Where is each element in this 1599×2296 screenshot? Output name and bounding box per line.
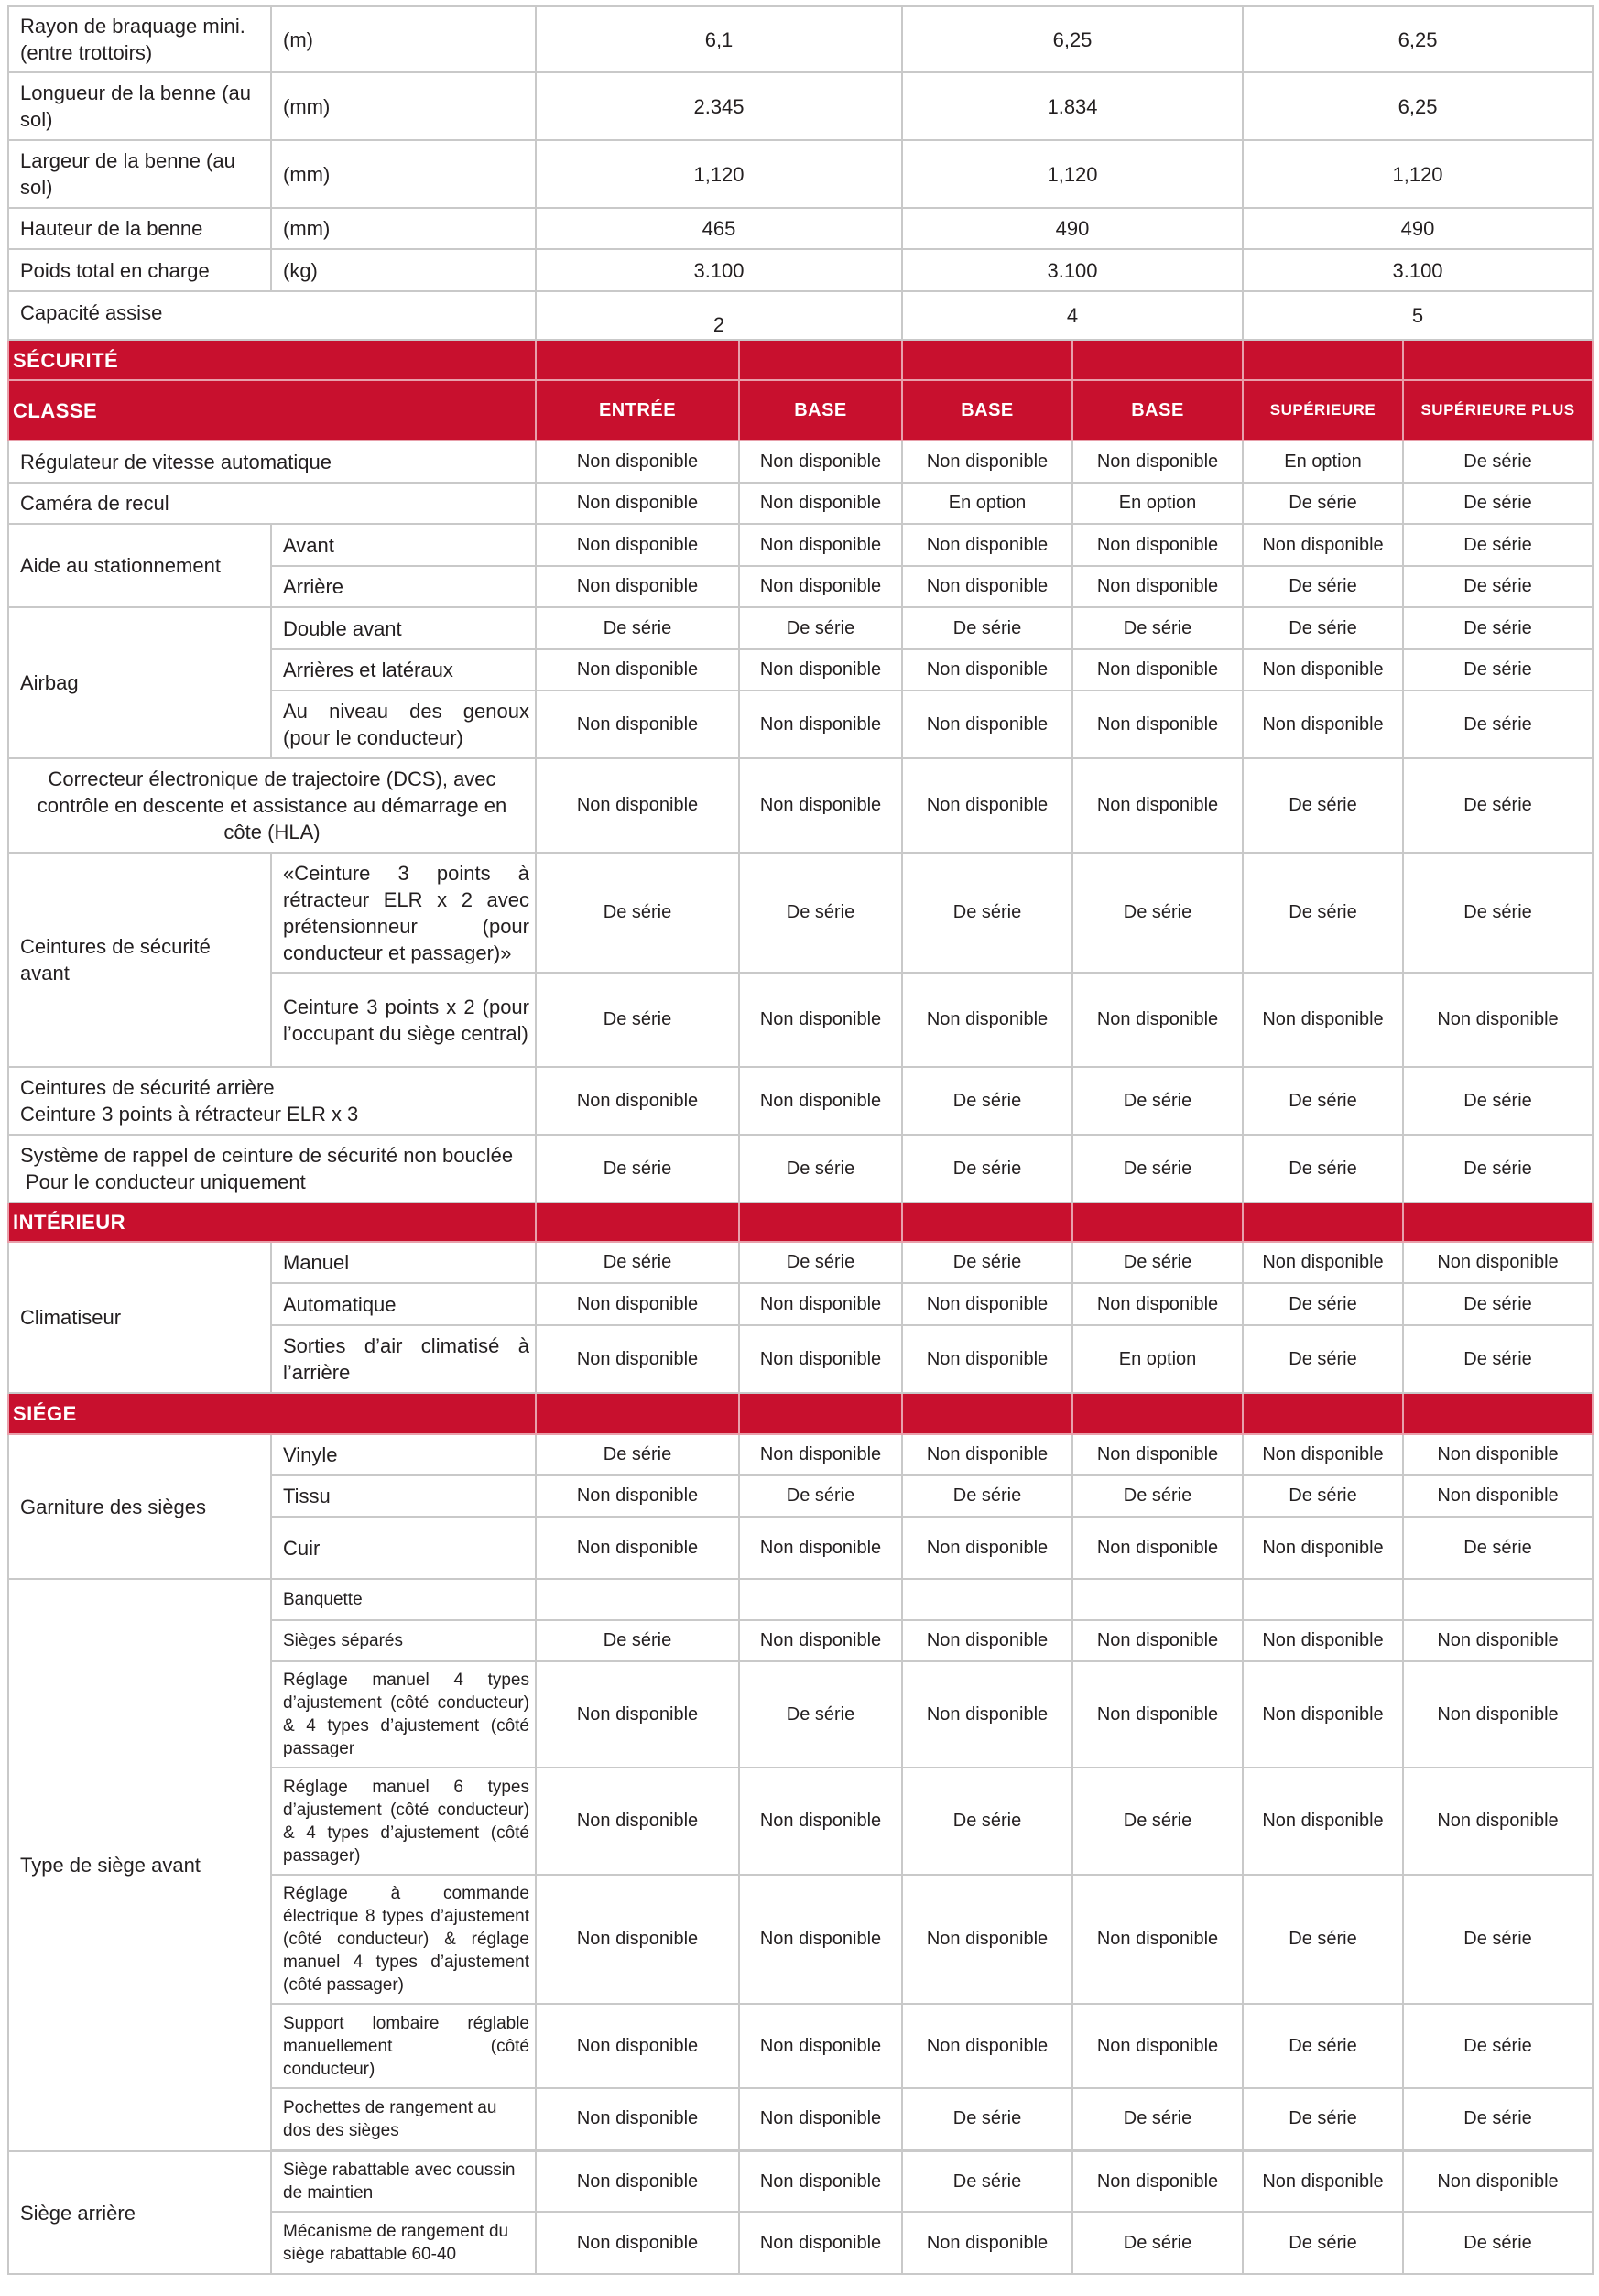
value-cell: De série	[1243, 1067, 1403, 1135]
value-cell: Non disponible	[536, 1875, 739, 2004]
value-cell: De série	[739, 1135, 902, 1202]
value-cell: En option	[902, 483, 1072, 524]
value-cell: Non disponible	[902, 1620, 1072, 1661]
value-cell: Non disponible	[1243, 973, 1403, 1067]
value-cell	[536, 291, 902, 340]
value-cell: Non disponible	[1072, 1620, 1243, 1661]
dim-row	[8, 140, 1593, 208]
value-cell: Non disponible	[739, 1620, 902, 1661]
value-cell: 490	[1243, 208, 1593, 249]
spec-sheet	[7, 5, 1597, 2288]
band-cell	[739, 1202, 902, 1242]
value-cell: Non disponible	[536, 524, 739, 566]
value-cell: Non disponible	[902, 441, 1072, 483]
feature-row	[8, 524, 1593, 566]
value-cell: 465	[536, 208, 902, 249]
feature-label: Double avant	[271, 607, 536, 649]
value-cell: Non disponible	[902, 566, 1072, 607]
value-cell: 1,120	[902, 140, 1243, 208]
dim-row	[8, 72, 1593, 140]
feature-label	[8, 1135, 536, 1202]
group-label: Climatiseur	[8, 1242, 271, 1393]
value-cell: Non disponible	[739, 2004, 902, 2088]
empty-cell	[739, 1579, 902, 1620]
value-cell: Non disponible	[902, 524, 1072, 566]
value-cell: Non disponible	[739, 758, 902, 853]
value-cell: 2.345	[536, 72, 902, 140]
value-cell: Non disponible	[902, 649, 1072, 691]
value-cell: De série	[536, 1135, 739, 1202]
band-cell	[536, 1202, 739, 1242]
value-cell: Non disponible	[739, 1067, 902, 1135]
value-cell: Non disponible	[536, 1768, 739, 1875]
value-cell: Non disponible	[739, 1875, 902, 2004]
value-cell: De série	[1243, 1875, 1403, 2004]
value-cell: Non disponible	[1072, 973, 1243, 1067]
dim-row	[8, 291, 1593, 340]
row-label: Largeur de la benne (au sol)	[8, 140, 271, 208]
value-cell: 3.100	[902, 249, 1243, 291]
section-title: SÉCURITÉ	[8, 340, 536, 380]
value-cell: De série	[1403, 758, 1593, 853]
class-col: SUPÉRIEURE	[1243, 380, 1403, 441]
value-cell: Non disponible	[536, 2212, 739, 2274]
value-cell: 6,25	[902, 6, 1243, 72]
feature-label: «Ceinture 3 points à rétracteur ELR x 2 avec prétensionneur (pour conducteur et passager)»	[271, 853, 536, 973]
value-cell: Non disponible	[1403, 1661, 1593, 1768]
value-cell: 4	[902, 291, 1243, 340]
value-cell: De série	[1243, 483, 1403, 524]
value-cell: Non disponible	[739, 2212, 902, 2274]
band-cell	[1243, 340, 1403, 380]
value-cell: Non disponible	[739, 2088, 902, 2149]
band-cell	[739, 340, 902, 380]
band-cell	[536, 1393, 739, 1434]
value-cell: De série	[1243, 566, 1403, 607]
value-cell: De série	[1243, 1325, 1403, 1393]
value-cell: De série	[1243, 853, 1403, 973]
empty-cell	[1403, 1579, 1593, 1620]
value-cell: Non disponible	[902, 1325, 1072, 1393]
feature-label-line: Ceintures de sécurité arrière	[20, 1076, 275, 1099]
value-cell: De série	[536, 1620, 739, 1661]
feature-label: Support lombaire réglable manuellement (côté conducteur)	[271, 2004, 536, 2088]
value-cell: De série	[902, 607, 1072, 649]
value-cell: De série	[1072, 1135, 1243, 1202]
value-cell: Non disponible	[1403, 1242, 1593, 1283]
feature-label: Réglage manuel 4 types d’ajustement (côté conducteur) & 4 types d’ajustement (côté passager	[271, 1661, 536, 1768]
value-cell: Non disponible	[1072, 441, 1243, 483]
value-cell: Non disponible	[1243, 1661, 1403, 1768]
value-cell: Non disponible	[902, 973, 1072, 1067]
feature-label: Siège rabattable avec coussin de maintien	[271, 2151, 536, 2212]
feature-label	[8, 1067, 536, 1135]
value-cell: Non disponible	[1072, 649, 1243, 691]
value-cell: De série	[536, 973, 739, 1067]
value-cell: De série	[1403, 524, 1593, 566]
band-cell	[902, 1393, 1072, 1434]
value-cell: Non disponible	[902, 1875, 1072, 2004]
band-cell	[1072, 1202, 1243, 1242]
value-cell: Non disponible	[739, 1768, 902, 1875]
feature-label: Sorties d’air climatisé à l’arrière	[271, 1325, 536, 1393]
value-cell: Non disponible	[739, 566, 902, 607]
group-label: Airbag	[8, 607, 271, 758]
value-cell: De série	[1403, 1517, 1593, 1579]
value-cell: Non disponible	[1072, 1875, 1243, 2004]
value-cell: Non disponible	[902, 2212, 1072, 2274]
value-cell: Non disponible	[1243, 524, 1403, 566]
value-cell: De série	[902, 2151, 1072, 2212]
spec-table	[7, 5, 1594, 2275]
value-cell: 1,120	[536, 140, 902, 208]
section-band	[8, 1393, 1593, 1434]
feature-label: Sièges séparés	[271, 1620, 536, 1661]
value-cell: De série	[1072, 853, 1243, 973]
feature-label: Réglage à commande électrique 8 types d’ajustement (côté conducteur) & réglage manuel 4 types d’ajustement (côté passager)	[271, 1875, 536, 2004]
section-band	[8, 340, 1593, 380]
row-label: Rayon de braquage mini. (entre trottoirs)	[8, 6, 271, 72]
feature-label: Caméra de recul	[8, 483, 536, 524]
value-cell: Non disponible	[536, 483, 739, 524]
value-cell: De série	[1072, 1067, 1243, 1135]
feature-label-line: Pour le conducteur uniquement	[26, 1170, 306, 1193]
value-cell: Non disponible	[536, 758, 739, 853]
value-cell: Non disponible	[1243, 1517, 1403, 1579]
value-cell: Non disponible	[739, 1325, 902, 1393]
feature-label: Automatique	[271, 1283, 536, 1325]
value-cell: Non disponible	[536, 2088, 739, 2149]
value-cell: De série	[902, 1768, 1072, 1875]
value-cell: Non disponible	[1403, 973, 1593, 1067]
section-title: SIÉGE	[8, 1393, 536, 1434]
value-cell: Non disponible	[536, 1325, 739, 1393]
value-cell: 1.834	[902, 72, 1243, 140]
value-cell: Non disponible	[1072, 524, 1243, 566]
value-cell: De série	[536, 853, 739, 973]
feature-row	[8, 1579, 1593, 1620]
value-cell: Non disponible	[536, 649, 739, 691]
row-label: Capacité assise	[8, 291, 536, 340]
value-cell: Non disponible	[1403, 1620, 1593, 1661]
band-cell	[1243, 1393, 1403, 1434]
value-cell: Non disponible	[1243, 691, 1403, 758]
section-title: INTÉRIEUR	[8, 1202, 536, 1242]
feature-label: Manuel	[271, 1242, 536, 1283]
band-cell	[902, 340, 1072, 380]
value-cell: De série	[1403, 2088, 1593, 2149]
value-cell: Non disponible	[1072, 691, 1243, 758]
value-cell: Non disponible	[1072, 566, 1243, 607]
band-cell	[1403, 1202, 1593, 1242]
value-cell: Non disponible	[1403, 1434, 1593, 1475]
row-label: Longueur de la benne (au sol)	[8, 72, 271, 140]
value-cell: Non disponible	[739, 483, 902, 524]
value-cell: Non disponible	[536, 566, 739, 607]
value-cell: De série	[902, 1135, 1072, 1202]
feature-label: Arrières et latéraux	[271, 649, 536, 691]
value-cell: De série	[739, 853, 902, 973]
value-cell: Non disponible	[1072, 1517, 1243, 1579]
dim-row	[8, 249, 1593, 291]
empty-cell	[536, 1579, 739, 1620]
group-label: Type de siège avant	[8, 1579, 271, 2151]
feature-row	[8, 483, 1593, 524]
feature-row	[8, 2151, 1593, 2212]
feature-label: Banquette	[271, 1579, 536, 1620]
value-cell: De série	[1243, 758, 1403, 853]
value-cell: De série	[739, 607, 902, 649]
value-cell: De série	[1403, 2212, 1593, 2274]
value-cell: De série	[739, 1475, 902, 1517]
value-cell: 1,120	[1243, 140, 1593, 208]
value-cell: De série	[1243, 1283, 1403, 1325]
value-cell: De série	[1243, 607, 1403, 649]
row-unit: (m)	[271, 6, 536, 72]
band-cell	[739, 1393, 902, 1434]
value-cell: De série	[902, 853, 1072, 973]
value-cell: De série	[1403, 483, 1593, 524]
feature-row	[8, 441, 1593, 483]
class-col: BASE	[1072, 380, 1243, 441]
band-cell	[1072, 340, 1243, 380]
value-cell: Non disponible	[1403, 1768, 1593, 1875]
value-cell: De série	[1243, 2004, 1403, 2088]
value-cell: De série	[1072, 1242, 1243, 1283]
value-cell: Non disponible	[902, 1661, 1072, 1768]
feature-label: Mécanisme de rangement du siège rabattable 60-40	[271, 2212, 536, 2274]
value-cell: De série	[1403, 649, 1593, 691]
value-cell: De série	[1243, 2088, 1403, 2149]
feature-label-line: Ceinture 3 points à rétracteur ELR x 3	[20, 1103, 359, 1126]
value-cell: Non disponible	[1403, 1475, 1593, 1517]
value-cell: Non disponible	[536, 1517, 739, 1579]
value-cell: Non disponible	[902, 1517, 1072, 1579]
value-cell: Non disponible	[1072, 2004, 1243, 2088]
value-cell: 490	[902, 208, 1243, 249]
value-cell: De série	[1243, 1475, 1403, 1517]
value-cell: De série	[902, 1242, 1072, 1283]
value-cell: Non disponible	[739, 1283, 902, 1325]
value-cell: De série	[902, 1067, 1072, 1135]
value-cell: De série	[1403, 1067, 1593, 1135]
feature-label: Cuir	[271, 1517, 536, 1579]
value-cell: Non disponible	[1072, 1661, 1243, 1768]
group-label: Aide au stationnement	[8, 524, 271, 607]
empty-cell	[1243, 1579, 1403, 1620]
value-cell: Non disponible	[1243, 1242, 1403, 1283]
value-cell: De série	[1403, 1283, 1593, 1325]
value-cell: Non disponible	[536, 1475, 739, 1517]
value-cell: De série	[1403, 566, 1593, 607]
row-label: Poids total en charge	[8, 249, 271, 291]
feature-row	[8, 853, 1593, 973]
value-cell: 6,25	[1243, 6, 1593, 72]
value-cell: En option	[1072, 1325, 1243, 1393]
value-cell: De série	[1403, 441, 1593, 483]
feature-row	[8, 1242, 1593, 1283]
value-cell: Non disponible	[902, 691, 1072, 758]
feature-row	[8, 1434, 1593, 1475]
group-label: Garniture des sièges	[8, 1434, 271, 1579]
group-label: Ceintures de sécurité avant	[8, 853, 271, 1067]
class-col: BASE	[902, 380, 1072, 441]
value-cell: 5	[1243, 291, 1593, 340]
feature-label: Correcteur électronique de trajectoire (DCS), avec contrôle en descente et assistance au démarrage en côte (HLA)	[8, 758, 536, 853]
value-cell: De série	[1072, 1475, 1243, 1517]
value-cell: De série	[1403, 2004, 1593, 2088]
value-cell: Non disponible	[1072, 2151, 1243, 2212]
value-cell: Non disponible	[739, 441, 902, 483]
value-cell: De série	[739, 1661, 902, 1768]
value-cell: 3.100	[1243, 249, 1593, 291]
value-cell: Non disponible	[1243, 1620, 1403, 1661]
value-cell: Non disponible	[1243, 1434, 1403, 1475]
value-cell: Non disponible	[1243, 1768, 1403, 1875]
value-cell: Non disponible	[739, 1434, 902, 1475]
feature-label: Tissu	[271, 1475, 536, 1517]
band-cell	[1072, 1393, 1243, 1434]
value-cell: De série	[1403, 691, 1593, 758]
value-cell: Non disponible	[536, 1661, 739, 1768]
feature-label: Réglage manuel 6 types d’ajustement (côté conducteur) & 4 types d’ajustement (côté passager)	[271, 1768, 536, 1875]
value-cell: De série	[902, 2088, 1072, 2149]
value-cell: Non disponible	[739, 2151, 902, 2212]
value-cell: Non disponible	[536, 2004, 739, 2088]
feature-label-line: Système de rappel de ceinture de sécurité non bouclée	[20, 1144, 514, 1167]
value-cell: De série	[1072, 2212, 1243, 2274]
dim-row	[8, 208, 1593, 249]
value-cell: Non disponible	[739, 691, 902, 758]
value-cell: Non disponible	[1072, 758, 1243, 853]
value-cell: 3.100	[536, 249, 902, 291]
value-cell: Non disponible	[739, 649, 902, 691]
value-cell: De série	[1403, 853, 1593, 973]
value-cell: Non disponible	[902, 758, 1072, 853]
empty-cell	[1072, 1579, 1243, 1620]
feature-label: Avant	[271, 524, 536, 566]
feature-label: Pochettes de rangement au dos des sièges	[271, 2088, 536, 2149]
feature-label: Ceinture 3 points x 2 (pour l’occupant du siège central)	[271, 973, 536, 1067]
value-cell: Non disponible	[1072, 1283, 1243, 1325]
value-cell: De série	[1403, 1135, 1593, 1202]
value-cell: De série	[739, 1242, 902, 1283]
band-cell	[536, 340, 739, 380]
group-label: Siège arrière	[8, 2151, 271, 2274]
value-cell: Non disponible	[902, 1283, 1072, 1325]
empty-cell	[902, 1579, 1072, 1620]
value-cell: Non disponible	[536, 441, 739, 483]
class-col: SUPÉRIEURE PLUS	[1403, 380, 1593, 441]
value-cell: Non disponible	[536, 1283, 739, 1325]
value-cell: De série	[1403, 607, 1593, 649]
value-cell: De série	[536, 1434, 739, 1475]
class-col: BASE	[739, 380, 902, 441]
value-cell: Non disponible	[536, 1067, 739, 1135]
band-cell	[1403, 340, 1593, 380]
row-unit: (mm)	[271, 72, 536, 140]
band-cell	[1403, 1393, 1593, 1434]
class-col: ENTRÉE	[536, 380, 739, 441]
class-header	[8, 380, 1593, 441]
feature-row	[8, 758, 1593, 853]
value-text: 2	[712, 313, 725, 336]
value-cell: De série	[536, 1242, 739, 1283]
row-unit: (mm)	[271, 140, 536, 208]
value-cell: Non disponible	[1243, 2151, 1403, 2212]
value-cell: De série	[1072, 2088, 1243, 2149]
feature-row	[8, 1067, 1593, 1135]
value-cell: En option	[1243, 441, 1403, 483]
value-cell: En option	[1072, 483, 1243, 524]
value-cell: Non disponible	[902, 1434, 1072, 1475]
feature-label: Arrière	[271, 566, 536, 607]
feature-label: Vinyle	[271, 1434, 536, 1475]
value-cell: De série	[902, 1475, 1072, 1517]
row-unit: (mm)	[271, 208, 536, 249]
value-cell: De série	[1403, 1325, 1593, 1393]
class-label: CLASSE	[8, 380, 536, 441]
value-cell: De série	[1072, 607, 1243, 649]
feature-label: Au niveau des genoux (pour le conducteur)	[271, 691, 536, 758]
feature-row	[8, 1135, 1593, 1202]
value-cell: Non disponible	[739, 1517, 902, 1579]
row-label: Hauteur de la benne	[8, 208, 271, 249]
feature-row	[8, 607, 1593, 649]
value-cell: Non disponible	[1403, 2151, 1593, 2212]
value-cell: De série	[1403, 1875, 1593, 2004]
feature-label: Régulateur de vitesse automatique	[8, 441, 536, 483]
value-cell: De série	[536, 607, 739, 649]
value-cell: Non disponible	[1243, 649, 1403, 691]
band-cell	[902, 1202, 1072, 1242]
value-cell: 6,25	[1243, 72, 1593, 140]
value-cell: 6,1	[536, 6, 902, 72]
value-cell: Non disponible	[1072, 1434, 1243, 1475]
value-cell: De série	[1243, 2212, 1403, 2274]
band-cell	[1243, 1202, 1403, 1242]
row-unit: (kg)	[271, 249, 536, 291]
value-cell: De série	[1243, 1135, 1403, 1202]
value-cell: Non disponible	[536, 691, 739, 758]
section-band	[8, 1202, 1593, 1242]
value-cell: Non disponible	[536, 2151, 739, 2212]
dim-row	[8, 6, 1593, 72]
value-cell: Non disponible	[902, 2004, 1072, 2088]
value-cell: Non disponible	[739, 973, 902, 1067]
value-cell: Non disponible	[739, 524, 902, 566]
value-cell: De série	[1072, 1768, 1243, 1875]
